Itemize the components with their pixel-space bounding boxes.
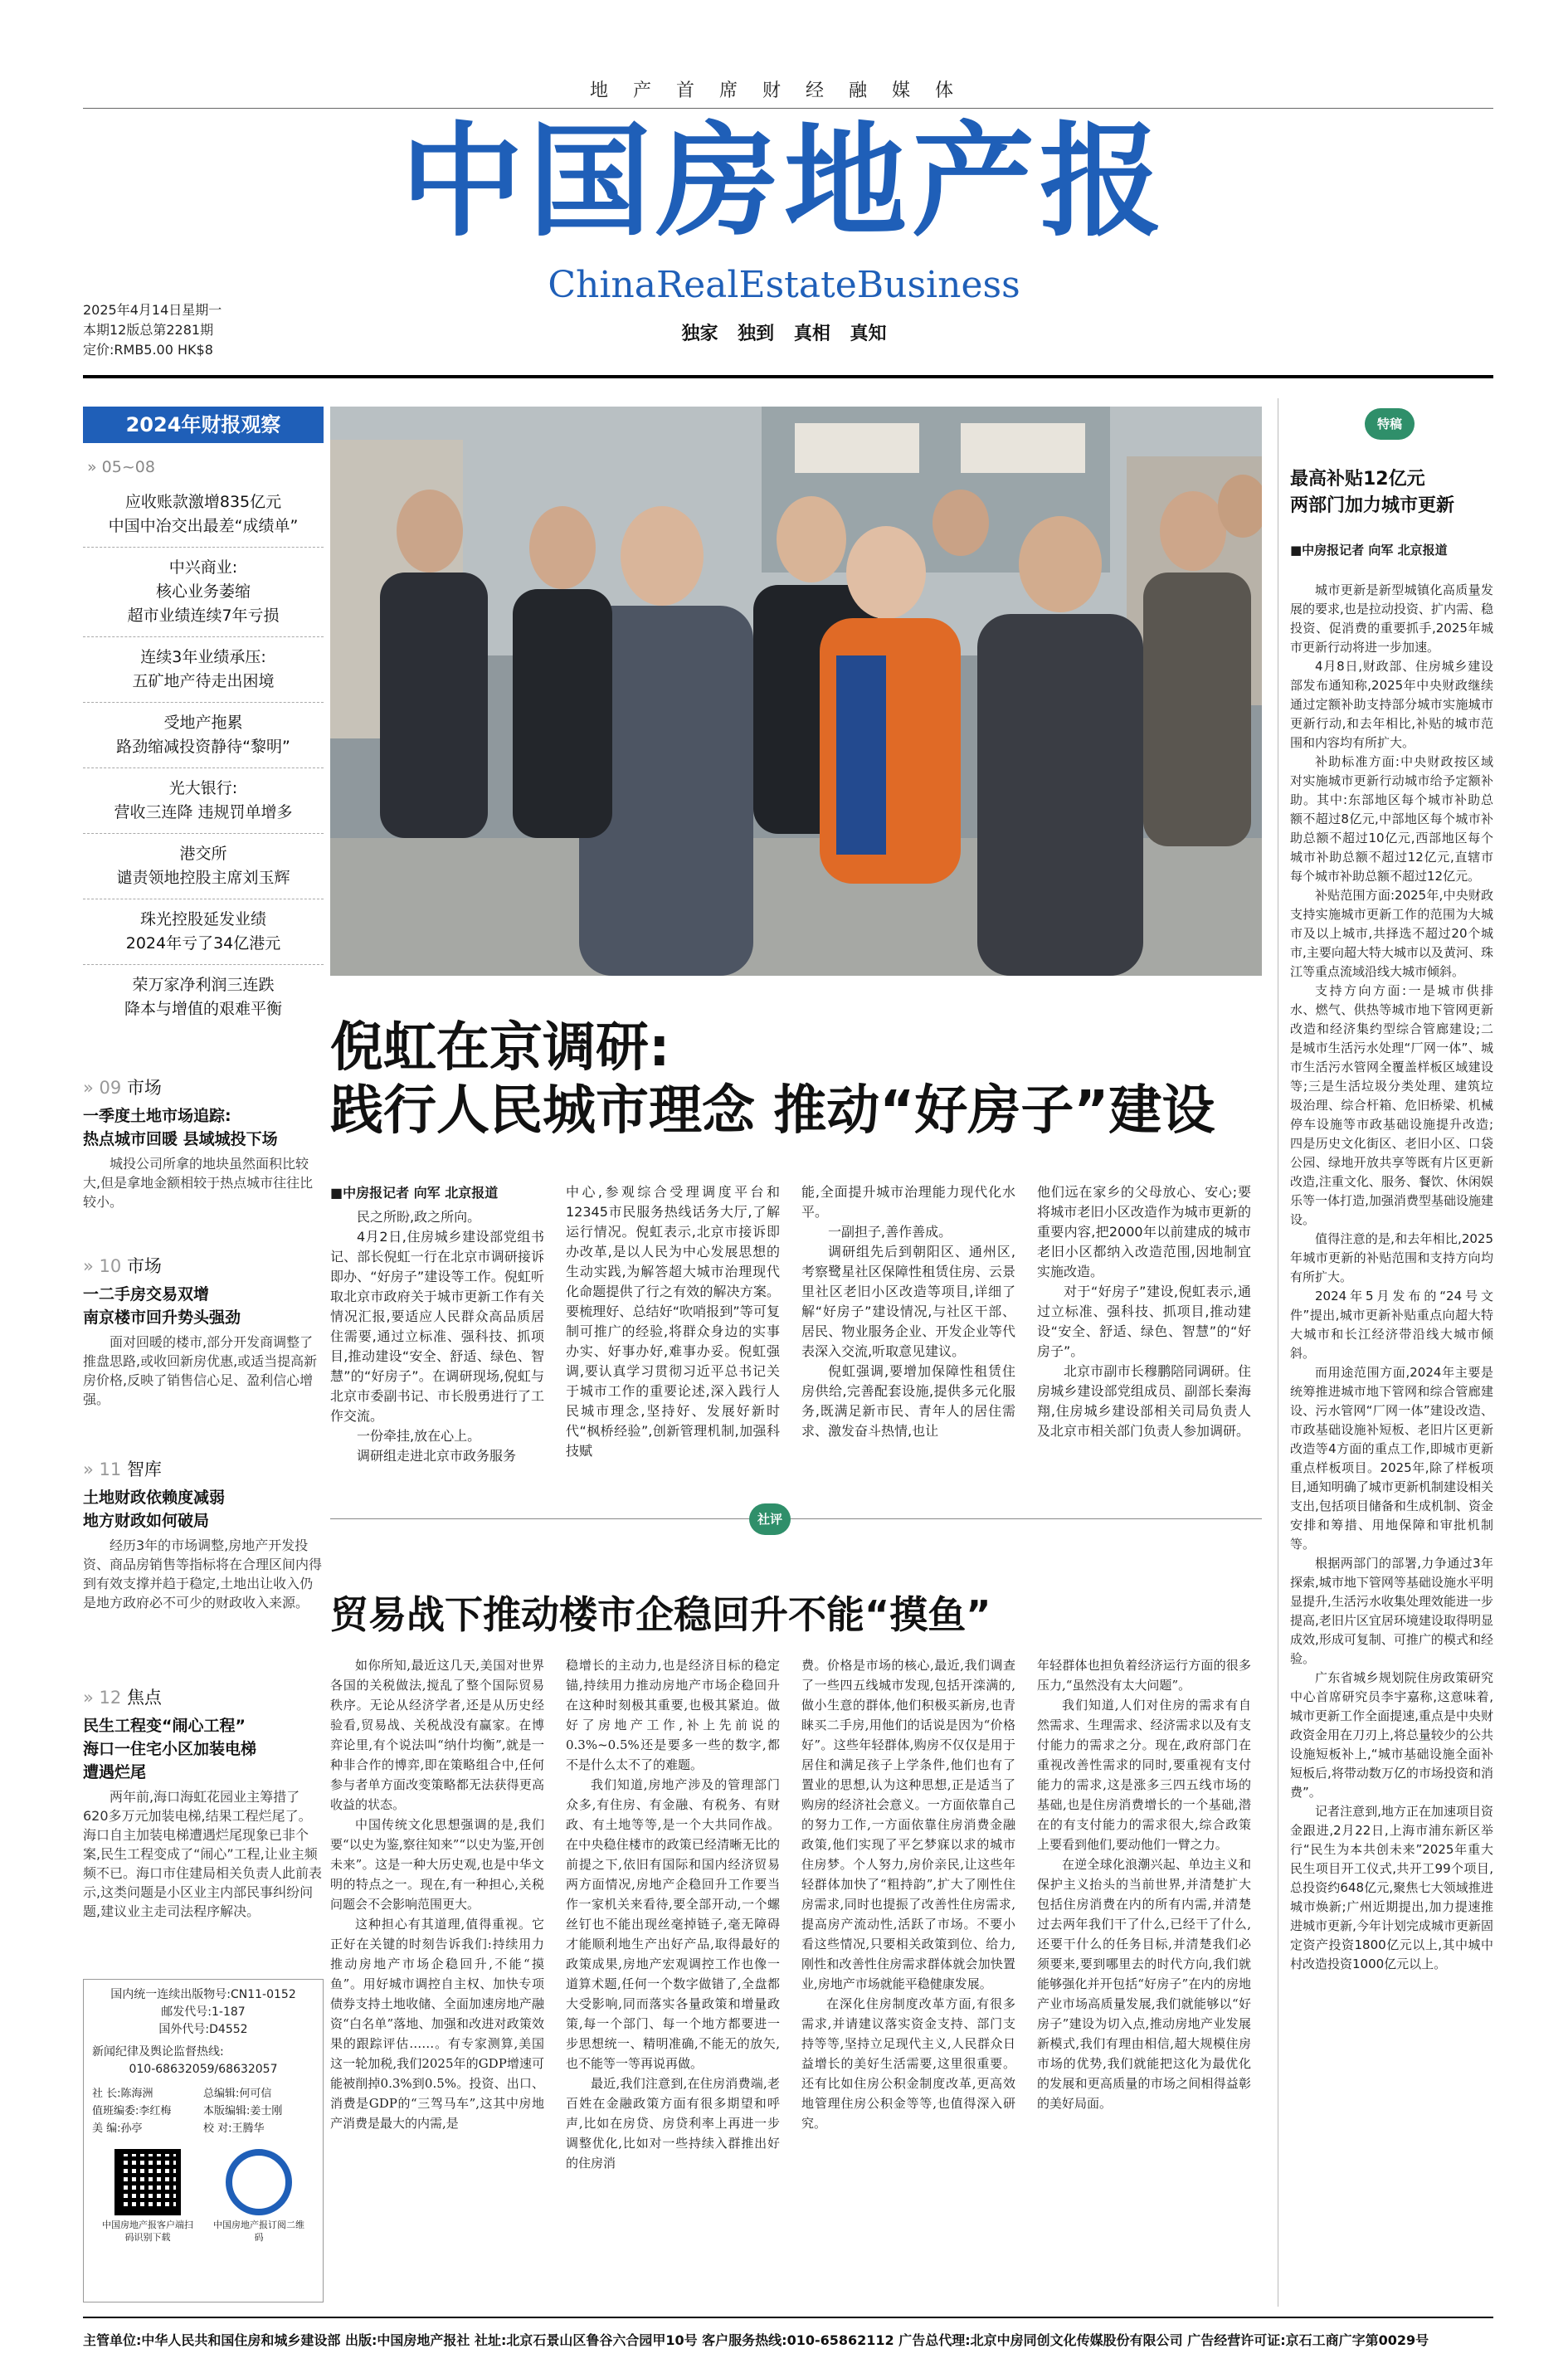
lead-photo [330,407,1262,976]
officials-inspection-photo-icon [330,407,1262,976]
section-headline[interactable]: 土地财政依赖度减弱 地方财政如何破局 [83,1489,226,1530]
editorial-column-3: 费。价格是市场的核心,最近,我们调查了一些四五线城市发现,包括开滦满的,做小生意的群体,他们积极买新房,也青睐买二手房,用他们的话说是因为“价格好”。这些年轻群体,购房不仅仅是用于居住和满足孩子上学条件,他们也有了置业的思想,认为这种思想,正是适当了购房的经济社会意义。一方面依靠自己的努力工作,一方面依靠住房消费金融政策,他们实现了平乞梦寐以求的城市住房梦。个人努力,房价亲民,让这些年轻群体加快了“粗持韵”,扩大了刚性住房需求,同时也提振了改善性住房需求,提高房产流动性,活跃了市场。不要小看这些情况,只要相关政策到位、给力,刚性和改善性住房需求群体就会加快置业,房地产市场就能平稳健康发展。 在深化住房制度改革方面,有很多需求,并请建议落实资金支持、部门支持等等,坚持立足现代主义,人民群众日益增长的美好生活需要,这里很重要。还有比如住房公积金制度改革,更高效地管理住房公积金等等,也值得深入研究。 [801,1658,1015,2131]
sidebar-section-12: » 12 焦点 民生工程变“闹心工程” 海口一住宅小区加装电梯 遭遇烂尾 两年前,海口海虹花园业主筹措了620多万元加装电梯,结果工程烂尾了。海口自主加装电梯遭遇烂尾现象已非个案,民生工程变成了“闹心”工程,让业主频频不已。海口市住建局相关负责人此前表示,这类问题是小区业主内部民事纠纷问题,建议业主走司法程序解决。 [83,1688,323,1919]
section-headline[interactable]: 民生工程变“闹心工程” 海口一住宅小区加装电梯 遭遇烂尾 [83,1717,257,1781]
feature-body: 城市更新是新型城镇化高质量发展的要求,也是拉动投资、扩内需、稳投资、促消费的重要抓手,2025年城市更新行动将进一步加速。 4月8日,财政部、住房城乡建设部发布通知称,2025年中央财政继续通过定额补助支持部分城市实施城市更新行动,和去年相比,补贴的城市范围和内容均有所扩大。 补助标准方面:中央财政按区域对实施城市更新行动城市给予定额补助。其中:东部地区每个城市补助总额不超过8亿元,中部地区每个城市补助总额不超过10亿元,西部地区每个城市补助总额不超过12亿元,直辖市每个城市补助总额不超过12亿元。 补贴范围方面:2025年,中央财政支持实施城市更新工作的范围为大城市及以上城市,共择选不超过20个城市,主要向超大特大城市以及黄河、珠江等重点流域沿线大城市倾斜。 支持方向方面:一是城市供排水、燃气、供热等城市地下管网更新改造和经济集约型综合管廊建设;二是城市生活污水处理“厂网一体”、城市生活污水管网全覆盖样板区域建设等;三是生活垃圾分类处理、建筑垃圾治理、综合杆箱、危旧桥梁、机械停车设施等市政基础设施提升改造;四是历史文化街区、老旧小区、口袋公园、绿地开放共享等既有片区更新改造,注重文化、服务、餐饮、休闲娱乐等一体打造,加强消费型基础设施建设。 值得注意的是,和去年相比,2025年城市更新的补贴范围和支持方向均有所扩大。 2024年5月发布的“24号文件”提出,城市更新补贴重点向超大特大城市和长江经济带沿线大城市倾斜。 而用途范围方面,2024年主要是统筹推进城市地下管网和综合管廊建设、污水管网“厂网一体”建设改造、市政基础设施补短板、老旧片区更新改造等4方面的重点工作,即城市更新重点样板项目。2025年,除了样板项目,通知明确了城市更新机制建设相关支出,包括项目储备和生成机制、资金安排和筹措、用地保障和审批机制等。 根据两部门的部署,力争通过3年探索,城市地下管网等基础设施水平明显提升,生活污水收集处理效能进一步提高,老旧片区宜居环境建设取得明显成效,形成可复制、可推广的模式和经验。 广东省城乡规划院住房政策研究中心首席研究员李宇嘉称,这意味着,城市更新工作全面提速,重点是中央财政资金用在刀刃上,将总量较少的公共设施短板补上,“城市基础设施全面补短板后,将带动数万亿的市场投资和消费”。 记者注意到,地方正在加速项目资金跟进,2月22日,上海市浦东新区举行“民生为本共创未来”2025年重大民生项目开工仪式,共开工99个项目,总投资约648亿元,聚焦七大领域推进城市焕新;广州近期提出,加力提速推进城市更新,今年计划完成城市更新固定资产投资1800亿元以上,其中城中村改造投资1000亿元以上。 [1290,582,1493,1971]
newspaper-logo-english: ChinaRealEstateBusiness [548,264,1020,306]
masthead-slogan: 独家 独到 真相 真知 [681,324,887,344]
toc-item[interactable]: 港交所 谴责领地控股主席刘玉辉 [116,845,290,887]
editorial-column-2: 稳增长的主动力,也是经济目标的稳定锚,持续用力推动房地产市场企稳回升在这种时刻极其重要,也极其紧迫。做好了房地产工作,补上先前说的0.3%~0.5%还是要多一些的数字,都不是什么太不了的难题。 我们知道,房地产涉及的管理部门众多,有住房、有金融、有税务、有财政、有土地等等,是一个大共同作战。在中央稳住楼市的政策已经清晰无比的前提之下,依旧有国际和国内经济贸易两方面情况,房地产企稳回升工作要当作一家机关来看待,要全部开动,一个螺丝钉也不能出现丝毫掉链子,毫无障碍才能顺利地生产出好产品,取得最好的政策成果,房地产宏观调控工作也像一道算术题,任何一个数字做错了,全盘都大受影响,同而落实各量政策和增量政策,每一个部门、每一个地方都要进一步思想统一、精明准确,不能无的放矢,也不能等一等再说再做。 最近,我们注意到,在住房消费端,老百姓在金融政策方面有很多期望和呼声,比如在房贷、房贷利率上再进一步调整优化,比如对一些持续入群推出好的住房消 [566,1658,780,2171]
section-summary: 城投公司所拿的地块虽然面积比较大,但是拿地金额相较于热点城市往往比较小。 [83,1156,314,1210]
lead-byline: ■中房报记者 向军 北京报道 [330,1185,499,1201]
lead-column-1: 民之所盼,政之所向。 4月2日,住房城乡建设部党组书记、部长倪虹一行在北京市调研接诉即办、“好房子”建设等工作。倪虹听取北京市政府关于城市更新工作有关情况汇报,要适应人民群众高品质居住需要,通过立标准、强科技、抓项目,推动建设“安全、舒适、绿色、智慧”的“好房子”。在调研现场,倪虹与北京市委副书记、市长殷勇进行了工作交流。 一份牵挂,放在心上。 调研组走进北京市政务服务 [330,1209,544,1464]
feature-byline: ■中房报记者 向军 北京报道 [1290,543,1448,558]
feature-badge: 特稿 [1365,408,1415,440]
footer-rule [83,2317,1493,2318]
section-summary: 两年前,海口海虹花园业主筹措了620多万元加装电梯,结果工程烂尾了。海口自主加装电梯遭遇烂尾现象已非个案,民生工程变成了“闹心”工程,让业主频频不已。海口市住建局相关负责人此前表示,这类问题是小区业主内部民事纠纷问题,建议业主走司法程序解决。 [83,1789,323,1919]
issue-number: 本期12版总第2281期 [83,322,214,338]
top-rule [83,108,1493,109]
toc-item[interactable]: 荣万家净利润三连跌 降本与增值的艰难平衡 [124,976,282,1018]
lead-column-3: 能,全面提升城市治理能力现代化水平。 一副担子,善作善成。 调研组先后到朝阳区、通州区,考察鹭星社区保障性租赁住房、云景里社区老旧小区改造等项目,详细了解“好房子”建设情况,与社区干部、居民、物业服务企业、开发企业等代表深入交流,听取意见建议。 倪虹强调,要增加保障性租赁住房供给,完善配套设施,提供多元化服务,既满足新市民、青年人的居住需求、激发奋斗热情,也让 [801,1184,1015,1439]
sidebar-section-11: » 11 智库 土地财政依赖度减弱 地方财政如何破局 经历3年的市场调整,房地产开发投资、商品房销售等指标将在合理区间内得到有效支撑并趋于稳定,土地出让收入仍是地方政府必不可少的财政收入来源。 [83,1459,323,1611]
editorial-divider [330,1518,1262,1519]
section-headline[interactable]: 一二手房交易双增 南京楼市回升势头强劲 [83,1285,241,1327]
editorial-badge: 社评 [749,1503,791,1535]
editorial-headline[interactable]: 贸易战下推动楼市企稳回升不能“摸鱼” [330,1592,991,1637]
sidebar-toc [83,485,324,1030]
publication-info [83,300,222,360]
toc-item[interactable]: 光大银行: 营收三连降 违规罚单增多 [114,779,293,821]
newspaper-logo: 中国房地产报 [401,110,1167,253]
app-download-qr-icon[interactable] [114,2149,181,2215]
feature-headline[interactable]: 最高补贴12亿元 两部门加力城市更新 [1290,469,1455,516]
footer-info: 主管单位:中华人民共和国住房和城乡建设部 出版:中国房地产报社 社址:北京石景山区鲁谷六合园甲10号 客户服务热线:010-65862112 广告总代理:北京中房同创文化传媒股份有限公司 广告经营许可证:京石工商广字第0029号 [83,2332,1429,2348]
lead-column-2: 中心,参观综合受理调度平台和12345市民服务热线话务大厅,了解运行情况。倪虹表示,北京市接诉即办改革,是以人民为中心发展思想的生动实践,为解答超大城市治理现代化命题提供了行之有效的解决方案。要梳理好、总结好“吹哨报到”等可复制可推广的经验,将群众身边的实事办实、好事办好,难事办妥。倪虹强调,要认真学习贯彻习近平总书记关于城市工作的重要论述,深入践行人民城市理念,坚持好、发展好新时代“枫桥经验”,创新管理机制,加强科技赋 [566,1184,780,1459]
section-summary: 面对回暖的楼市,部分开发商调整了推盘思路,或收回新房优惠,或适当提高新房价格,反映了销售信心足、盈利信心增强。 [83,1334,318,1407]
masthead-rule [83,375,1493,378]
subscription-qr-icon[interactable] [226,2149,292,2215]
lead-headline[interactable]: 倪虹在京调研: 践行人民城市理念 推动“好房子”建设 [330,1017,1215,1142]
sidebar-section-10: » 10 市场 一二手房交易双增 南京楼市回升势头强劲 面对回暖的楼市,部分开发商调整了推盘思路,或收回新房优惠,或适当提高新房价格,反映了销售信心足、盈利信心增强。 [83,1253,324,1409]
sidebar-page-range: » 05~08 [87,458,155,476]
toc-item[interactable]: 受地产拖累 路劲缩减投资静待“黎明” [116,714,290,756]
publication-info-box: 国内统一连续出版物号:CN11-0152 邮发代号:1-187 国外代号:D4552 新闻纪律及舆论监督热线: 010-68632059/68632057 社 长:陈海洲 总编辑:何可信 值班编委:李红梅 本版编辑:姜士刚 美 编:孙亭 校 对:王腾华 中国房地产报客户端扫码识别下载 中国房地产报订阅二维码 [83,1979,324,2302]
editorial-column-1: 如你所知,最近这几天,美国对世界各国的关税做法,搅乱了整个国际贸易秩序。无论从经济学者,还是从历史经验看,贸易战、关税战没有赢家。在博弈论里,有个说法叫“纳什均衡”,就是一种非合作的博弈,即在策略组合中,任何参与者单方面改变策略都无法获得更高收益的状态。 中国传统文化思想强调的是,我们要“以史为鉴,察往知来”“以史为鉴,开创未来”。这是一种大历史观,也是中华文明的特点之一。现在,有一种担心,关税问题会不会影响范围更大。 这种担心有其道理,值得重视。它正好在关键的时刻告诉我们:持续用力推动房地产市场企稳回升,不能“摸鱼”。用好城市调控自主权、加快专项债券支持土地收储、全面加速房地产融资“白名单”落地、加强和改进对政策效果的跟踪评估……。有专家测算,美国这一轮加税,我们2025年的GDP增速可能被削掉0.3%到0.5%。投资、出口、消费是GDP的“三驾马车”,这其中房地产消费是最大的内需,是 [330,1658,544,2131]
toc-item[interactable]: 中兴商业: 核心业务萎缩 超市业绩连续7年亏损 [127,558,280,625]
section-summary: 经历3年的市场调整,房地产开发投资、商品房销售等指标将在合理区间内得到有效支撑并趋于稳定,土地出让收入仍是地方政府必不可少的财政收入来源。 [83,1537,323,1611]
sidebar-section-09: » 09 市场 一季度土地市场追踪: 热点城市回暖 县域城投下场 城投公司所拿的地块虽然面积比较大,但是拿地金额相较于热点城市往往比较小。 [83,1074,324,1211]
toc-item[interactable]: 应收账款激增835亿元 中国中冶交出最差“成绩单” [108,493,299,535]
issue-date: 2025年4月14日星期一 [83,302,222,318]
masthead-tagline: 地产首席财经融媒体 [589,80,978,101]
section-headline[interactable]: 一季度土地市场追踪: 热点城市回暖 县域城投下场 [83,1107,278,1148]
toc-item[interactable]: 连续3年业绩承压: 五矿地产待走出困境 [132,648,275,690]
issue-price: 定价:RMB5.00 HK$8 [83,342,213,358]
sidebar-banner: 2024年财报观察 [83,407,324,443]
editorial-column-4: 年轻群体也担负着经济运行方面的很多压力,“虽然没有太大问题”。 我们知道,人们对住房的需求有自然需求、生理需求、经济需求以及有支付能力的需求之分。现在,政府部门在重视改善性需求的同时,要重视有支付能力的需求,这是涨多三四五线市场的基础,也是住房消费增长的一个基础,潜在的有支付能力的需求很大,综合政策上要看到他们,要动他们一臂之力。 在逆全球化浪潮兴起、单边主义和保护主义抬头的当前世界,并清楚扩大包括住房消费在内的所有内需,并清楚过去两年我们干了什么,已经干了什么,还要干什么的任务目标,并清楚我们必须要来,要到哪里去的时代方向,我们就能够强化并开包括“好房子”在内的房地产业市场高质量发展,我们就能够以“好房子”建设为切入点,推动房地产业发展新模式,我们有理由相信,超大规模住房市场的优势,我们就能把这化为最优化的发展和更高质量的市场之间相得益彰的美好局面。 [1037,1658,1251,2111]
lead-column-4: 他们远在家乡的父母放心、安心;要将城市老旧小区改造作为城市更新的重要内容,把2000年以前建成的城市老旧小区都纳入改造范围,因地制宜实施改造。 对于“好房子”建设,倪虹表示,通过立标准、强科技、抓项目,推动建设“安全、舒适、绿色、智慧”的“好房子”。 北京市副市长穆鹏陪同调研。住房城乡建设部党组成员、副部长秦海翔,住房城乡建设部相关司局负责人及北京市相关部门负责人参加调研。 [1037,1184,1251,1439]
toc-item[interactable]: 珠光控股延发业绩 2024年亏了34亿港元 [125,910,281,953]
